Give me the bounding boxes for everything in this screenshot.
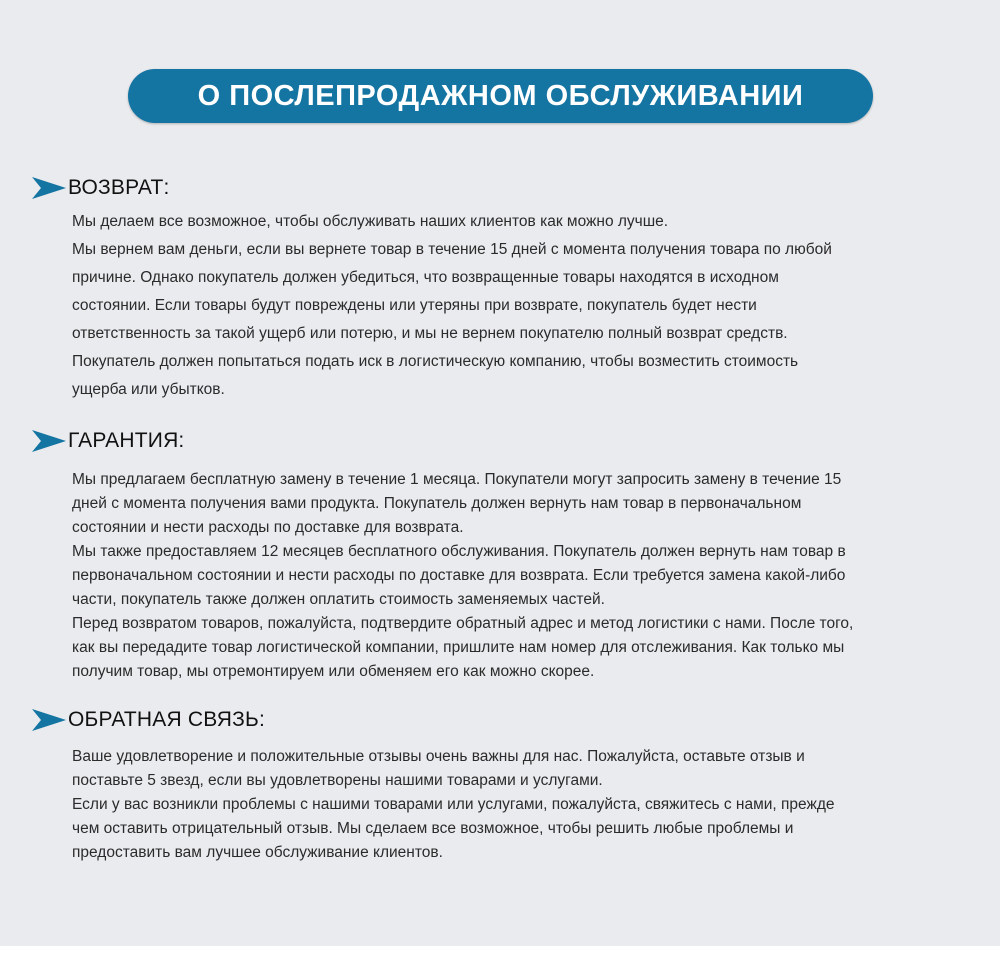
text-line: как вы передадите товар логистической компании, пришлите нам номер для отслеживания. Как только мы <box>72 639 845 656</box>
return-title: ВОЗВРАТ: <box>68 176 170 199</box>
feedback-title: ОБРАТНАЯ СВЯЗЬ: <box>68 708 266 731</box>
text-line: Ваше удовлетворение и положительные отзывы очень важны для нас. Пожалуйста, оставьте отзыв и <box>72 748 805 765</box>
text-line: части, покупатель также должен оплатить стоимость заменяемых частей. <box>72 591 605 608</box>
text-line: чем оставить отрицательный отзыв. Мы сделаем все возможное, чтобы решить любые проблемы и <box>72 820 794 837</box>
feedback-heading <box>32 702 265 738</box>
text-line: причине. Однако покупатель должен убедиться, что возвращенные товары находятся в исходном <box>72 269 779 286</box>
warranty-text <box>72 468 972 684</box>
text-line: Если у вас возникли проблемы с нашими товарами или услугами, пожалуйста, свяжитесь с нами, прежде <box>72 796 835 813</box>
text-line: Мы вернем вам деньги, если вы вернете товар в течение 15 дней с момента получения товара по любой <box>72 241 832 258</box>
text-line: Мы предлагаем бесплатную замену в течение 1 месяца. Покупатели могут запросить замену в течение 15 <box>72 471 842 488</box>
arrow-right-icon <box>32 428 66 454</box>
text-line: Мы также предоставляем 12 месяцев бесплатного обслуживания. Покупатель должен вернуть нам товар в <box>72 543 846 560</box>
feedback-text <box>72 745 972 865</box>
text-line: Мы делаем все возможное, чтобы обслуживать наших клиентов как можно лучше. <box>72 213 669 230</box>
text-line: состоянии. Если товары будут повреждены или утеряны при возврате, покупатель будет нести <box>72 297 757 314</box>
warranty-title: ГАРАНТИЯ: <box>68 429 185 452</box>
text-line: получим товар, мы отремонтируем или обменяем его как можно скорее. <box>72 663 595 680</box>
return-text <box>72 208 972 404</box>
text-line: дней с момента получения вами продукта. Покупатель должен вернуть нам товар в первоначальном <box>72 495 802 512</box>
arrow-right-icon <box>32 175 66 201</box>
text-line: ущерба или убытков. <box>72 381 225 398</box>
text-line: предоставить вам лучшее обслуживание клиентов. <box>72 844 443 861</box>
text-line: поставьте 5 звезд, если вы удовлетворены нашими товарами и услугами. <box>72 772 603 789</box>
text-line: Покупатель должен попытаться подать иск в логистическую компанию, чтобы возместить стоимость <box>72 353 799 370</box>
warranty-heading <box>32 423 184 459</box>
text-line: Перед возвратом товаров, пожалуйста, подтвердите обратный адрес и метод логистики с нами. После того, <box>72 615 854 632</box>
page-title-banner: О ПОСЛЕПРОДАЖНОМ ОБСЛУЖИВАНИИ <box>128 69 873 123</box>
return-heading <box>32 170 170 206</box>
text-line: первоначальном состоянии и нести расходы по доставке для возврата. Если требуется замена какой-либо <box>72 567 846 584</box>
text-line: ответственность за такой ущерб или потерю, и мы не вернем покупателю полный возврат средств. <box>72 325 788 342</box>
text-line: состоянии и нести расходы по доставке для возврата. <box>72 519 464 536</box>
arrow-right-icon <box>32 707 66 733</box>
